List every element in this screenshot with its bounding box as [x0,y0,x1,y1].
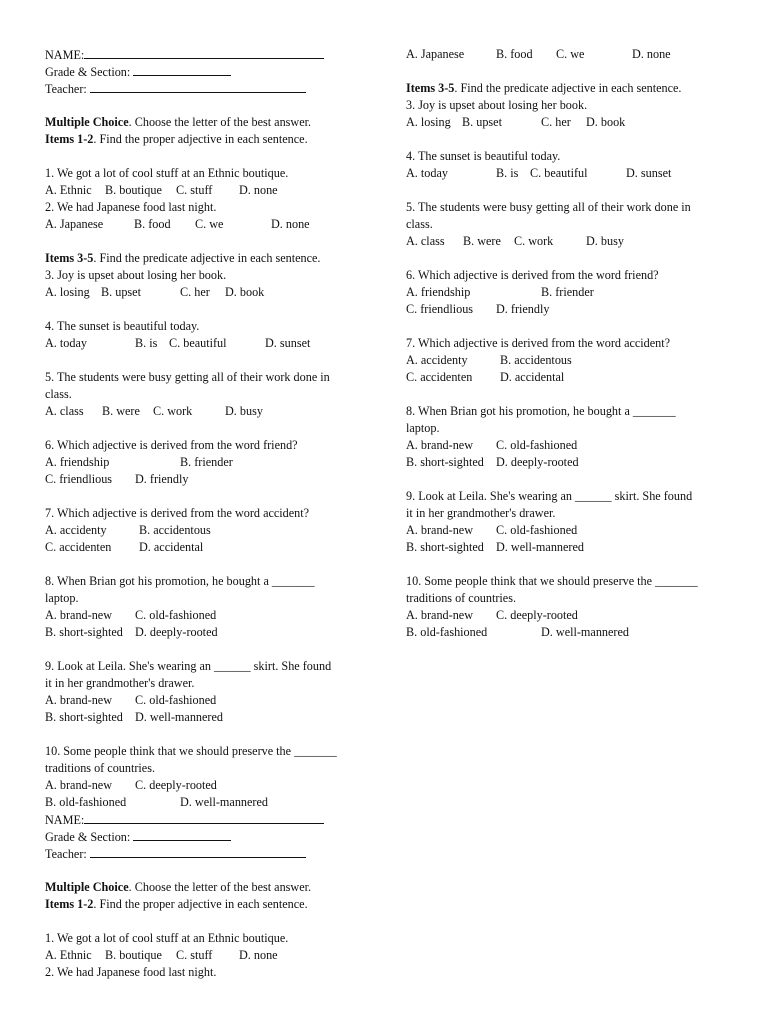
q5-options: A. class B. were C. work D. busy [45,404,263,418]
q3-options: A. losing B. upset C. her D. book [45,285,265,299]
r-q7-options-2: C. accidenten D. accidental [406,370,565,384]
name-line-2: NAME: [45,811,375,828]
grade-line-2: Grade & Section: [45,828,375,845]
q10-text-1: 10. Some people think that we should preserve the _______ [45,744,337,758]
r-q7-options-1: A. accidenty B. accidentous [406,353,572,367]
r-q5-options: A. class B. were C. work D. busy [406,234,624,248]
r-q10-text-2: traditions of countries. [406,591,517,605]
q3-text: 3. Joy is upset about losing her book. [45,268,227,282]
r-q5-text-1: 5. The students were busy getting all of their work done in [406,200,691,214]
name-line [45,46,375,63]
q7-options-1: A. accidenty B. accidentous [45,523,211,537]
q5-text-1: 5. The students were busy getting all of their work done in [45,370,330,384]
r-q10-options-1: A. brand-new C. deeply-rooted [406,608,578,622]
teacher-line [45,80,375,97]
name-label: NAME: [45,48,85,62]
q1-options-repeat: A. Ethnic B. boutique C. stuff D. none [45,948,278,962]
q2-text: 2. We had Japanese food last night. [45,200,217,214]
r-q4-options: A. today B. is C. beautiful D. sunset [406,166,672,180]
r-q8-text-2: laptop. [406,421,440,435]
r-q4-text: 4. The sunset is beautiful today. [406,149,561,163]
r-q10-options-2: B. old-fashioned D. well-mannered [406,625,629,639]
right-column [406,46,736,641]
r-q6-options-2: C. friendlious D. friendly [406,302,550,316]
r-q6-text: 6. Which adjective is derived from the word friend? [406,268,659,282]
q1-text-repeat: 1. We got a lot of cool stuff at an Ethnic boutique. [45,931,289,945]
grade-line [45,63,375,80]
q1-options: A. Ethnic B. boutique C. stuff D. none [45,183,278,197]
q9-text-1: 9. Look at Leila. She's wearing an ______ skirt. She found [45,659,332,673]
items35-instruction: Items 3-5. Find the predicate adjective in each sentence. [45,251,321,265]
r-items35-instruction: Items 3-5. Find the predicate adjective in each sentence. [406,81,682,95]
q5-text-2: class. [45,387,72,401]
q10-options-2: B. old-fashioned D. well-mannered [45,795,268,809]
r-q7-text: 7. Which adjective is derived from the word accident? [406,336,671,350]
grade-label: Grade & Section: [45,65,131,79]
r-q9-options-2: B. short-sighted D. well-mannered [406,540,584,554]
q6-options-1: A. friendship B. friender [45,455,233,469]
q2-options: A. Japanese B. food C. we D. none [45,217,310,231]
r-q9-text-1: 9. Look at Leila. She's wearing an ______ skirt. She found [406,489,693,503]
items12-instruction: Items 1-2. Find the proper adjective in each sentence. [45,132,308,146]
q8-text-2: laptop. [45,591,79,605]
r-q9-text-2: it in her grandmother's drawer. [406,506,556,520]
q8-options-2: B. short-sighted D. deeply-rooted [45,625,218,639]
teacher-label: Teacher: [45,82,87,96]
mc-instruction: Multiple Choice. Choose the letter of the best answer. [45,115,312,129]
q9-text-2: it in her grandmother's drawer. [45,676,195,690]
q7-options-2: C. accidenten D. accidental [45,540,204,554]
r-q10-text-1: 10. Some people think that we should preserve the _______ [406,574,698,588]
q7-text: 7. Which adjective is derived from the word accident? [45,506,310,520]
r-q6-options-1: A. friendship B. friender [406,285,594,299]
q6-text: 6. Which adjective is derived from the word friend? [45,438,298,452]
teacher-line-2: Teacher: [45,845,375,862]
mc-instruction-2: Multiple Choice. Choose the letter of the best answer. [45,880,312,894]
q4-text: 4. The sunset is beautiful today. [45,319,200,333]
q10-options-1: A. brand-new C. deeply-rooted [45,778,217,792]
r-q8-text-1: 8. When Brian got his promotion, he bought a _______ [406,404,676,418]
name-blank-2 [84,811,324,824]
r-q8-options-2: B. short-sighted D. deeply-rooted [406,455,579,469]
q6-options-2: C. friendlious D. friendly [45,472,189,486]
q4-options: A. today B. is C. beautiful D. sunset [45,336,311,350]
q10-text-2: traditions of countries. [45,761,156,775]
left-column [45,46,375,981]
r-q3-options: A. losing B. upset C. her D. book [406,115,626,129]
r-q5-text-2: class. [406,217,433,231]
items12-instruction-2: Items 1-2. Find the proper adjective in each sentence. [45,897,308,911]
grade-blank-2 [133,828,231,841]
teacher-blank-2 [90,845,306,858]
q2-text-repeat: 2. We had Japanese food last night. [45,965,217,979]
q8-options-1: A. brand-new C. old-fashioned [45,608,217,622]
q9-options-1: A. brand-new C. old-fashioned [45,693,217,707]
r-q9-options-1: A. brand-new C. old-fashioned [406,523,578,537]
q9-options-2: B. short-sighted D. well-mannered [45,710,223,724]
teacher-blank [90,80,306,93]
r-q2-options: A. Japanese B. food C. we D. none [406,47,671,61]
name-blank [84,46,324,59]
q1-text: 1. We got a lot of cool stuff at an Ethnic boutique. [45,166,289,180]
r-q8-options-1: A. brand-new C. old-fashioned [406,438,578,452]
q8-text-1: 8. When Brian got his promotion, he bought a _______ [45,574,315,588]
grade-blank [133,63,231,76]
r-q3-text: 3. Joy is upset about losing her book. [406,98,588,112]
